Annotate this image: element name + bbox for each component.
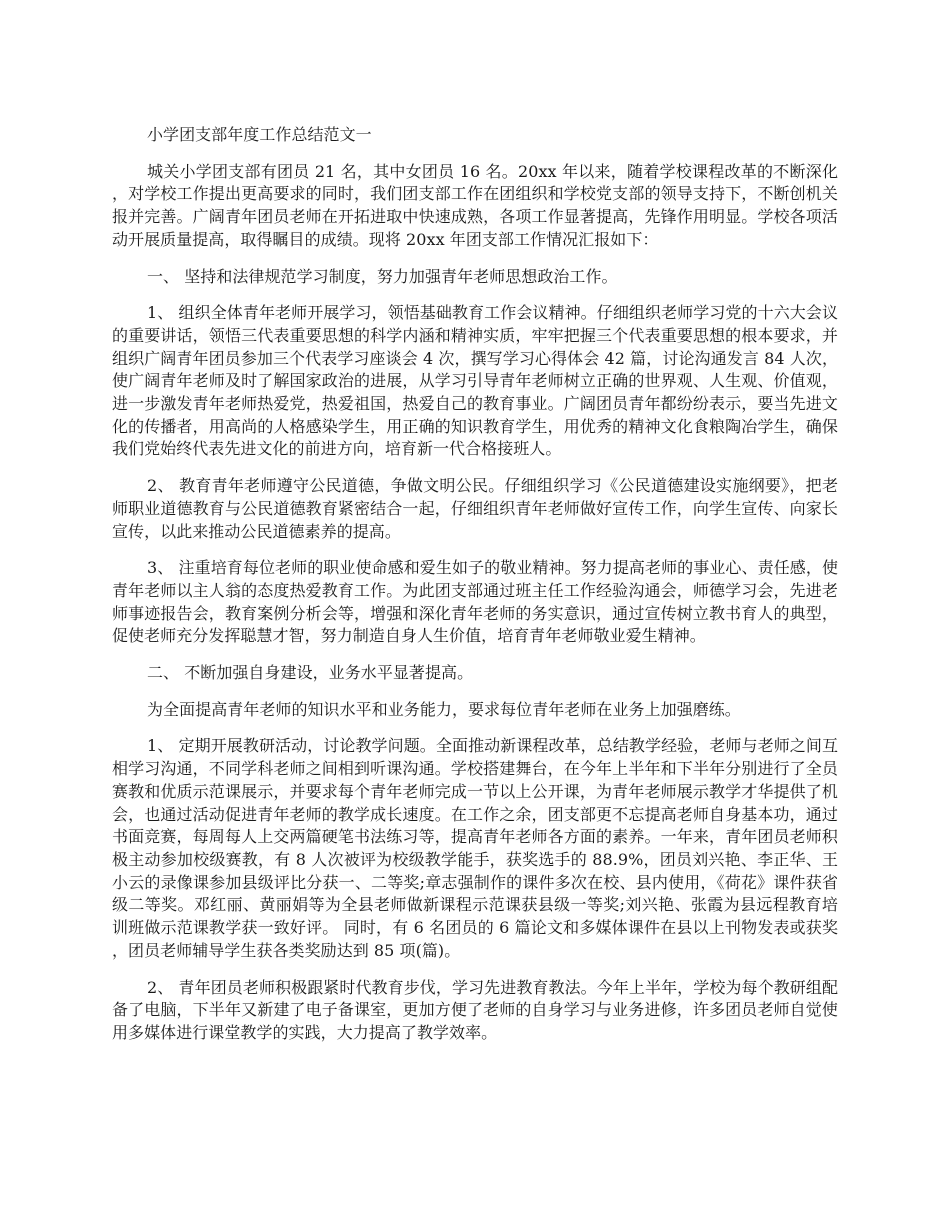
paragraph-2-1: 1、 定期开展教研活动，讨论教学问题。全面推动新课程改革，总结教学经验，老师与老师之间互相学习沟通，不同学科老师之间相到听课沟通。学校搭建舞台，在今年上半年和下半年分别进行了全员赛教和优质示范课展示，并要求每个青年老师完成一节以上公开课，为青年老师展示教学才华提供了机会，也通过活动促进青年老师的教学成长速度。在工作之余，团支部更不忘提高老师自身基本功，通过书面竞赛，每周每人上交两篇硬笔书法练习等，提高青年老师各方面的素养。一年来，青年团员老师积极主动参加校级赛教，有 8 人次被评为校级教学能手，获奖选手的 88.9%，团员刘兴艳、李正华、王小云的录像课参加县级评比分获一、二等奖;章志强制作的课件多次在校、县内使用，《荷花》课件获省级二等奖。邓红丽、黄丽娟等为全县老师做新课程示范课获县级一等奖;刘兴艳、张霞为县远程教育培训班做示范课教学获一致好评。 同时，有 6 名团员的 6 篇论文和多媒体课件在县以上刊物发表或获奖，团员老师辅导学生获各类奖励达到 85 项(篇)。	[112, 736, 838, 960]
document-page	[112, 124, 838, 1059]
section-heading-1: 一、 坚持和法律规范学习制度，努力加强青年老师思想政治工作。	[147, 266, 618, 286]
document-title: 小学团支部年度工作总结范文一	[147, 125, 372, 144]
paragraph-1-1: 1、 组织全体青年老师开展学习，领悟基础教育工作会议精神。仔细组织老师学习党的十六大会议的重要讲话，领悟三代表重要思想的科学内涵和精神实质，牢牢把握三个代表重要思想的根本要求，并组织广阔青年团员参加三个代表学习座谈会 4 次，撰写学习心得体会 42 篇，讨论沟通发言 84 人次，使广阔青年老师及时了解国家政治的进展，从学习引导青年老师树立正确的世界观、人生观、价值观，进一步激发青年老师热爱党，热爱祖国，热爱自己的教育事业。广阔团员青年都纷纷表示，要当先进文化的传播者，用高尚的人格感染学生，用正确的知识教育学生，用优秀的精神文化食粮陶冶学生，确保我们党始终代表先进文化的前进方向，培育新一代合格接班人。	[112, 303, 838, 459]
paragraph-1-2: 2、 教育青年老师遵守公民道德，争做文明公民。仔细组织学习《公民道德建设实施纲要》，把老师职业道德教育与公民道德教育紧密结合一起，仔细组织青年老师做好宣传工作，向学生宣传、向家长宣传，以此来推动公民道德素养的提高。	[112, 476, 838, 541]
section-heading-2: 二、 不断加强自身建设，业务水平显著提高。	[147, 663, 474, 683]
paragraph-1-3: 3、 注重培育每位老师的职业使命感和爱生如子的敬业精神。努力提高老师的事业心、责任感，使青年老师以主人翁的态度热爱教育工作。为此团支部通过班主任工作经验沟通会，师德学习会，先进老师事迹报告会，教育案例分析会等，增强和深化青年老师的务实意识，通过宣传树立教书育人的典型，促使老师充分发挥聪慧才智，努力制造自身人生价值，培育青年老师敬业爱生精神。	[112, 558, 838, 646]
paragraph-2-2: 2、 青年团员老师积极跟紧时代教育步伐，学习先进教育教法。今年上半年，学校为每个教研组配备了电脑，下半年又新建了电子备课室，更加方便了老师的自身学习与业务进修，许多团员老师自觉使用多媒体进行课堂教学的实践，大力提高了教学效率。	[112, 977, 838, 1042]
section-2-intro: 为全面提高青年老师的知识水平和业务能力，要求每位青年老师在业务上加强磨练。	[147, 699, 741, 719]
intro-paragraph: 城关小学团支部有团员 21 名，其中女团员 16 名。20xx 年以来，随着学校课程改革的不断深化，对学校工作提出更高要求的同时，我们团支部工作在团组织和学校党支部的领导支持下，不断创机关报并完善。广阔青年团员老师在开拓进取中快速成熟，各项工作显著提高，先锋作用明显。学校各项活动开展质量提高，取得瞩目的成绩。现将 20xx 年团支部工作情况汇报如下：	[112, 161, 838, 249]
